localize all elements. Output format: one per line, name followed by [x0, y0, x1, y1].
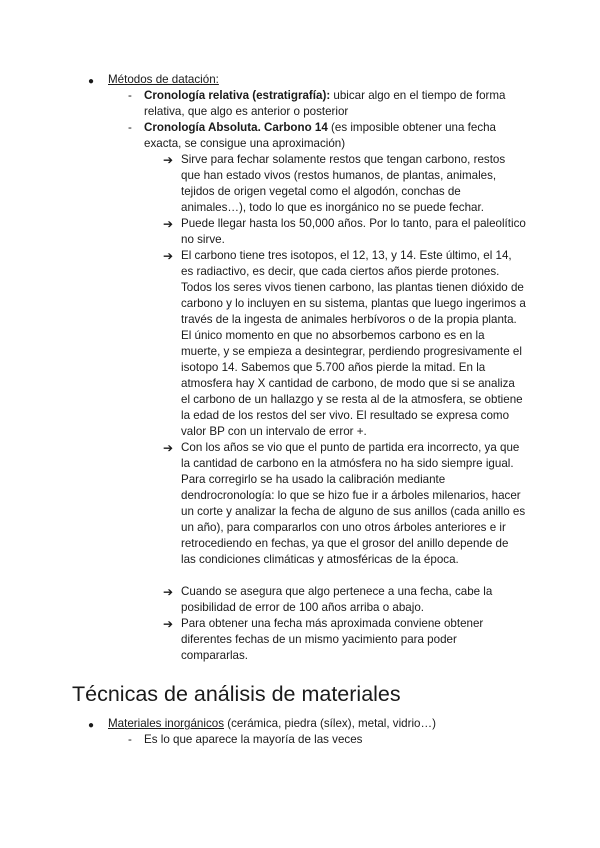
point-item: El carbono tiene tres isotopos, el 12, 13, y 14. Este último, el 14, es radiactivo, es decir, que cada ciertos años pierde protones. Todos los seres vivos tienen carbono, las plantas tienen dióxido de carbono y lo incluyen en su sistema, plantas que luego ingerimos a través de la ingesta de animales herbívoros o de la propia planta. El único momento en que no absorbemos carbono es en la muerte, y se empieza a desintegrar, perdiendo progresivamente el isotopo 14. Sabemos que 5.700 años pierde la mitad. En la atmosfera hay X cantidad de carbono, de modo que si se analiza el carbono de un hallazgo y se resta al de la atmosfera, se obtiene la edad de los restos del ser vivo. El resultado se expresa como valor BP con un intervalo de error +.	[181, 249, 526, 438]
dash-marker: -	[128, 89, 132, 102]
point-item: Para obtener una fecha más aproximada conviene obtener diferentes fechas de un mismo yacimiento para poder compararlas.	[181, 617, 484, 662]
absoluta-title: Cronología Absoluta. Carbono 14	[144, 121, 328, 134]
arrow-icon: ➔	[163, 441, 174, 455]
relativa-title: Cronología relativa (estratigrafía):	[144, 89, 331, 102]
list-item-absoluta	[144, 120, 536, 152]
dash-marker: -	[128, 733, 132, 746]
list-item-relativa	[144, 88, 536, 120]
materiales-rest: (cerámica, piedra (sílex), metal, vidrio…)	[224, 717, 436, 730]
arrow-icon: ➔	[163, 617, 174, 631]
list-item-metodos	[108, 72, 528, 88]
bullet-dot: ●	[88, 720, 95, 731]
point-item: Sirve para fechar solamente restos que tengan carbono, restos que han estado vivos (restos humanos, de plantas, animales, tejidos de origen vegetal como el algodón, conchas de animales…), todo lo que es inorgánico no se puede fechar.	[181, 153, 506, 214]
point-item: Cuando se asegura que algo pertenece a una fecha, cabe la posibilidad de error de 100 años arriba o abajo.	[181, 585, 493, 614]
bullet-dot: ●	[88, 76, 95, 87]
materiales-label: Materiales inorgánicos	[108, 717, 224, 730]
point-item: Puede llegar hasta los 50,000 años. Por lo tanto, para el paleolítico no sirve.	[181, 217, 526, 246]
arrow-icon: ➔	[163, 249, 174, 263]
relativa-text: ubicar algo en el tiempo de forma relativa, que algo es anterior o posterior	[144, 89, 506, 118]
dash-marker: -	[128, 121, 132, 134]
arrow-icon: ➔	[163, 217, 174, 231]
absoluta-text: (es imposible obtener una fecha exacta, se consigue una aproximación)	[144, 121, 497, 150]
arrow-icon: ➔	[163, 585, 174, 599]
list-item-materiales	[108, 716, 538, 732]
list-item-sub: Es lo que aparece la mayoría de las veces	[144, 733, 363, 746]
metodos-label: Métodos de datación:	[108, 73, 219, 86]
point-item: Con los años se vio que el punto de partida era incorrecto, ya que la cantidad de carbono en la atmósfera no ha sido siempre igual. Para corregirlo se ha usado la calibración mediante dendrocronología: lo que se hizo fue ir a árboles milenarios, hacer un corte y analizar la fecha de alguno de sus anillos (cada anillo es un año), para compararlos con uno otros árboles anteriores e ir retrocediendo en fechas, ya que el grosor del anillo depende de las condiciones climáticas y atmosféricas de la época.	[181, 441, 526, 566]
section-heading: Técnicas de análisis de materiales	[72, 682, 401, 706]
arrow-icon: ➔	[163, 153, 174, 167]
